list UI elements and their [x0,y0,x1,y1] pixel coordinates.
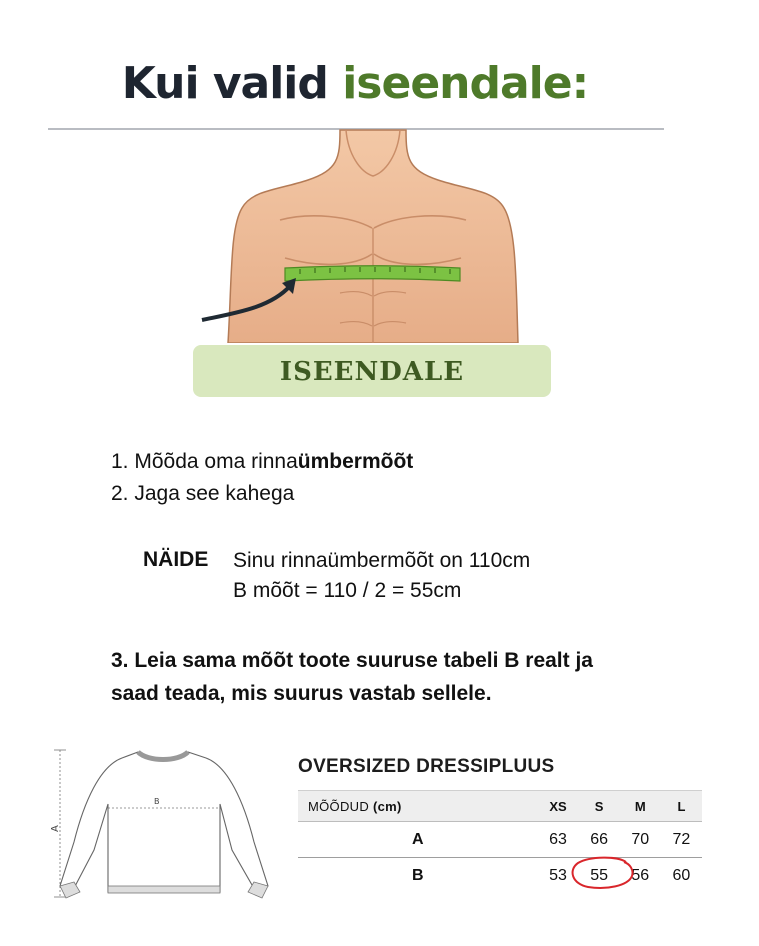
step-1-text-bold: ümbermõõt [297,450,414,473]
step-1-number: 1. [111,450,129,473]
sweater-diagram [48,742,288,912]
dimension-a-label: A [50,825,61,832]
highlighted-value: 55 [590,866,609,884]
dimension-b-label: B [154,797,160,806]
iseendale-banner: ISEENDALE [193,345,551,397]
size-header-m: M [620,791,661,822]
title-accent: iseendale: [342,58,589,109]
row-label: A [298,822,537,858]
page-title [0,58,710,109]
size-header-xs: XS [537,791,578,822]
table-cell: 72 [661,822,702,858]
instruction-steps [111,446,413,510]
measure-header-label: MÕÕDUD [308,798,370,814]
measure-header [298,791,537,822]
table-cell: 56 [631,866,650,884]
step-3-line-2: saad teada, mis suurus vastab sellele. [111,682,492,705]
example-text [233,546,530,606]
table-cell: 66 [579,822,620,858]
size-table-title: OVERSIZED DRESSIPLUUS [298,756,555,777]
table-row [298,858,702,894]
table-cell: 70 [620,822,661,858]
table-cell: 63 [537,822,578,858]
table-cell: 60 [672,866,691,884]
step-2 [111,478,413,510]
step-2-text: Jaga see kahega [134,482,295,505]
step-2-number: 2. [111,482,129,505]
size-header-s: S [579,791,620,822]
example-label: NÄIDE [143,548,209,571]
measure-header-unit: (cm) [372,798,402,814]
size-header-l: L [661,791,702,822]
step-3-line-1: 3. Leia sama mõõt toote suuruse tabeli B realt ja [111,649,593,672]
chest-measurement-illustration [190,128,570,343]
example-line-2: B mõõt = 110 / 2 = 55cm [233,579,462,602]
step-1-text: Mõõda oma rinna [134,450,298,473]
title-main: Kui valid [121,58,343,109]
example-line-1: Sinu rinnaümbermõõt on 110cm [233,549,531,572]
step-3 [111,644,711,710]
row-label: B [411,866,424,884]
highlight-wrap [590,867,608,885]
table-cell: 53 [549,866,567,884]
highlight-circle-icon [568,854,638,892]
size-table-header [298,791,702,822]
table-cell-highlighted [579,858,620,894]
size-table [298,790,702,893]
table-row [298,822,702,858]
step-1 [111,446,413,478]
